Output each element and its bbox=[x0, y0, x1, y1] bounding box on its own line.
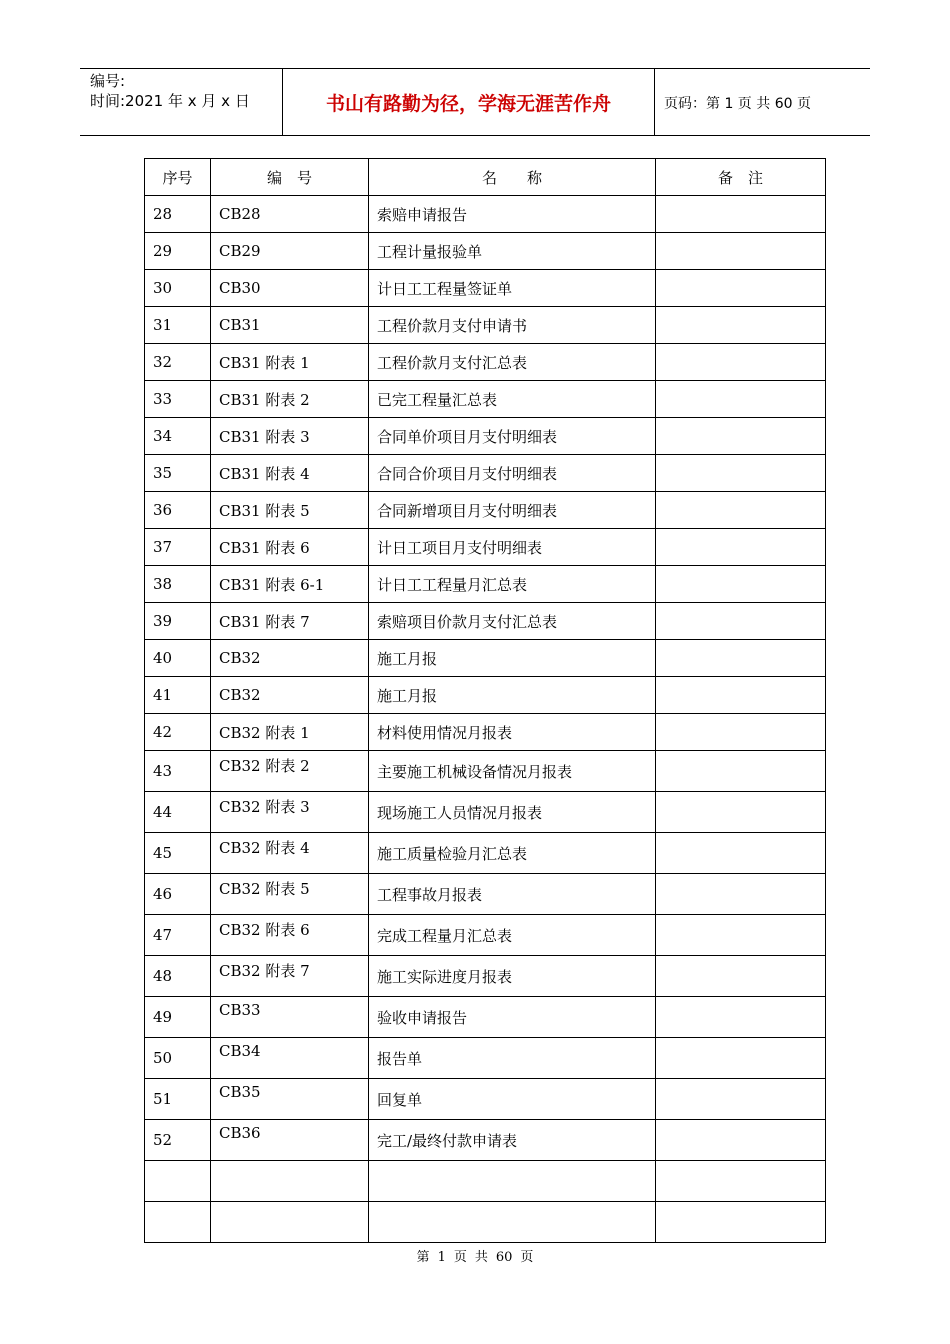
table-row bbox=[145, 1079, 826, 1120]
cell-code: CB31 附表 6-1 bbox=[211, 566, 369, 603]
footer-part: 第 bbox=[416, 1250, 430, 1265]
footer-part: 页 bbox=[453, 1250, 467, 1265]
cell-no: 38 bbox=[145, 566, 211, 603]
cell-code: CB32 附表 7 bbox=[211, 956, 369, 997]
cell-code: CB31 附表 7 bbox=[211, 603, 369, 640]
cell-note bbox=[656, 714, 826, 751]
cell-name: 材料使用情况月报表 bbox=[369, 714, 656, 751]
cell-name: 工程事故月报表 bbox=[369, 874, 656, 915]
cell-code bbox=[211, 1202, 369, 1243]
cell-note bbox=[656, 1038, 826, 1079]
table-row bbox=[145, 1202, 826, 1243]
cell-no: 34 bbox=[145, 418, 211, 455]
time-label: 时间:2021 年 x 月 x 日 bbox=[90, 92, 250, 110]
cell-note bbox=[656, 1079, 826, 1120]
cell-name: 合同新增项目月支付明细表 bbox=[369, 492, 656, 529]
cell-note bbox=[656, 915, 826, 956]
cell-no: 30 bbox=[145, 270, 211, 307]
cell-no: 35 bbox=[145, 455, 211, 492]
column-header-code: 编 号 bbox=[211, 159, 369, 196]
footer-part: 1 bbox=[437, 1250, 446, 1265]
table-row bbox=[145, 751, 826, 792]
cell-name: 验收申请报告 bbox=[369, 997, 656, 1038]
cell-no: 52 bbox=[145, 1120, 211, 1161]
cell-code: CB32 bbox=[211, 677, 369, 714]
cell-note bbox=[656, 956, 826, 997]
column-header-note: 备 注 bbox=[656, 159, 826, 196]
table-row bbox=[145, 492, 826, 529]
cell-no: 28 bbox=[145, 196, 211, 233]
table-row bbox=[145, 529, 826, 566]
number-label: 编号: bbox=[90, 72, 126, 90]
cell-note bbox=[656, 344, 826, 381]
cell-code: CB32 bbox=[211, 640, 369, 677]
cell-no: 29 bbox=[145, 233, 211, 270]
cell-code: CB32 附表 2 bbox=[211, 751, 369, 792]
cell-no: 33 bbox=[145, 381, 211, 418]
table-row bbox=[145, 270, 826, 307]
cell-no: 45 bbox=[145, 833, 211, 874]
cell-note bbox=[656, 751, 826, 792]
cell-no: 50 bbox=[145, 1038, 211, 1079]
cell-no: 40 bbox=[145, 640, 211, 677]
footer-part: 60 bbox=[495, 1250, 513, 1265]
table-row bbox=[145, 381, 826, 418]
cell-note bbox=[656, 233, 826, 270]
cell-no: 46 bbox=[145, 874, 211, 915]
cell-no: 51 bbox=[145, 1079, 211, 1120]
cell-note bbox=[656, 640, 826, 677]
table-row bbox=[145, 1120, 826, 1161]
header-page-info: 页码：第 1 页 共 60 页 bbox=[664, 96, 811, 112]
cell-note bbox=[656, 874, 826, 915]
cell-name: 施工质量检验月汇总表 bbox=[369, 833, 656, 874]
cell-code: CB35 bbox=[211, 1079, 369, 1120]
cell-name: 计日工工程量月汇总表 bbox=[369, 566, 656, 603]
cell-note bbox=[656, 603, 826, 640]
cell-name: 施工实际进度月报表 bbox=[369, 956, 656, 997]
header-meta bbox=[90, 71, 250, 111]
cell-code: CB32 附表 6 bbox=[211, 915, 369, 956]
table-row bbox=[145, 677, 826, 714]
footer-part: 共 bbox=[474, 1250, 488, 1265]
cell-name: 合同合价项目月支付明细表 bbox=[369, 455, 656, 492]
table-body bbox=[145, 196, 826, 1243]
table-row bbox=[145, 455, 826, 492]
table-row bbox=[145, 1038, 826, 1079]
cell-name: 回复单 bbox=[369, 1079, 656, 1120]
cell-note bbox=[656, 455, 826, 492]
table-row bbox=[145, 792, 826, 833]
cell-note bbox=[656, 833, 826, 874]
cell-no: 41 bbox=[145, 677, 211, 714]
header-motto: 书山有路勤为径，学海无涯苦作舟 bbox=[325, 93, 611, 115]
cell-no: 36 bbox=[145, 492, 211, 529]
cell-no: 49 bbox=[145, 997, 211, 1038]
cell-code: CB31 附表 4 bbox=[211, 455, 369, 492]
cell-note bbox=[656, 792, 826, 833]
cell-note bbox=[656, 1120, 826, 1161]
table-row bbox=[145, 640, 826, 677]
table-row bbox=[145, 233, 826, 270]
cell-code: CB28 bbox=[211, 196, 369, 233]
cell-no: 42 bbox=[145, 714, 211, 751]
page-footer bbox=[0, 1246, 950, 1265]
cell-name: 主要施工机械设备情况月报表 bbox=[369, 751, 656, 792]
cell-note bbox=[656, 270, 826, 307]
table-row bbox=[145, 603, 826, 640]
cell-name bbox=[369, 1161, 656, 1202]
table-row bbox=[145, 874, 826, 915]
cell-code: CB33 bbox=[211, 997, 369, 1038]
cell-code: CB31 附表 6 bbox=[211, 529, 369, 566]
cell-no: 32 bbox=[145, 344, 211, 381]
cell-note bbox=[656, 381, 826, 418]
cell-code: CB32 附表 5 bbox=[211, 874, 369, 915]
cell-code: CB34 bbox=[211, 1038, 369, 1079]
cell-note bbox=[656, 1161, 826, 1202]
cell-name: 已完工程量汇总表 bbox=[369, 381, 656, 418]
cell-code: CB31 附表 3 bbox=[211, 418, 369, 455]
cell-code: CB32 附表 4 bbox=[211, 833, 369, 874]
cell-no bbox=[145, 1161, 211, 1202]
cell-no: 44 bbox=[145, 792, 211, 833]
cell-name: 计日工工程量签证单 bbox=[369, 270, 656, 307]
table-row bbox=[145, 915, 826, 956]
footer-part: 页 bbox=[520, 1250, 534, 1265]
cell-name: 计日工项目月支付明细表 bbox=[369, 529, 656, 566]
cell-note bbox=[656, 677, 826, 714]
cell-note bbox=[656, 492, 826, 529]
cell-note bbox=[656, 307, 826, 344]
cell-name: 报告单 bbox=[369, 1038, 656, 1079]
table-row bbox=[145, 196, 826, 233]
cell-name bbox=[369, 1202, 656, 1243]
table-row bbox=[145, 307, 826, 344]
cell-name: 合同单价项目月支付明细表 bbox=[369, 418, 656, 455]
cell-no: 39 bbox=[145, 603, 211, 640]
table-row bbox=[145, 997, 826, 1038]
cell-code: CB31 附表 2 bbox=[211, 381, 369, 418]
cell-name: 完成工程量月汇总表 bbox=[369, 915, 656, 956]
form-list-table bbox=[144, 158, 826, 1243]
cell-code: CB36 bbox=[211, 1120, 369, 1161]
cell-code: CB31 附表 1 bbox=[211, 344, 369, 381]
cell-name: 施工月报 bbox=[369, 640, 656, 677]
cell-no: 31 bbox=[145, 307, 211, 344]
cell-no: 48 bbox=[145, 956, 211, 997]
column-header-name: 名 称 bbox=[369, 159, 656, 196]
table-row bbox=[145, 418, 826, 455]
cell-name: 索赔申请报告 bbox=[369, 196, 656, 233]
header-divider-right bbox=[654, 69, 655, 135]
cell-code: CB31 附表 5 bbox=[211, 492, 369, 529]
cell-code: CB29 bbox=[211, 233, 369, 270]
cell-name: 工程价款月支付汇总表 bbox=[369, 344, 656, 381]
cell-name: 施工月报 bbox=[369, 677, 656, 714]
cell-code bbox=[211, 1161, 369, 1202]
cell-note bbox=[656, 529, 826, 566]
cell-name: 完工/最终付款申请表 bbox=[369, 1120, 656, 1161]
table-row bbox=[145, 1161, 826, 1202]
cell-no bbox=[145, 1202, 211, 1243]
table-header-row bbox=[145, 159, 826, 196]
cell-no: 43 bbox=[145, 751, 211, 792]
cell-code: CB31 bbox=[211, 307, 369, 344]
table-row bbox=[145, 833, 826, 874]
table-row bbox=[145, 566, 826, 603]
table-row bbox=[145, 714, 826, 751]
cell-no: 37 bbox=[145, 529, 211, 566]
cell-name: 工程计量报验单 bbox=[369, 233, 656, 270]
table-row bbox=[145, 956, 826, 997]
column-header-no: 序号 bbox=[145, 159, 211, 196]
cell-name: 索赔项目价款月支付汇总表 bbox=[369, 603, 656, 640]
cell-note bbox=[656, 1202, 826, 1243]
cell-code: CB32 附表 1 bbox=[211, 714, 369, 751]
cell-name: 工程价款月支付申请书 bbox=[369, 307, 656, 344]
cell-code: CB30 bbox=[211, 270, 369, 307]
cell-note bbox=[656, 196, 826, 233]
cell-note bbox=[656, 418, 826, 455]
cell-note bbox=[656, 997, 826, 1038]
cell-note bbox=[656, 566, 826, 603]
document-header bbox=[80, 68, 870, 136]
cell-name: 现场施工人员情况月报表 bbox=[369, 792, 656, 833]
table-row bbox=[145, 344, 826, 381]
cell-code: CB32 附表 3 bbox=[211, 792, 369, 833]
cell-no: 47 bbox=[145, 915, 211, 956]
